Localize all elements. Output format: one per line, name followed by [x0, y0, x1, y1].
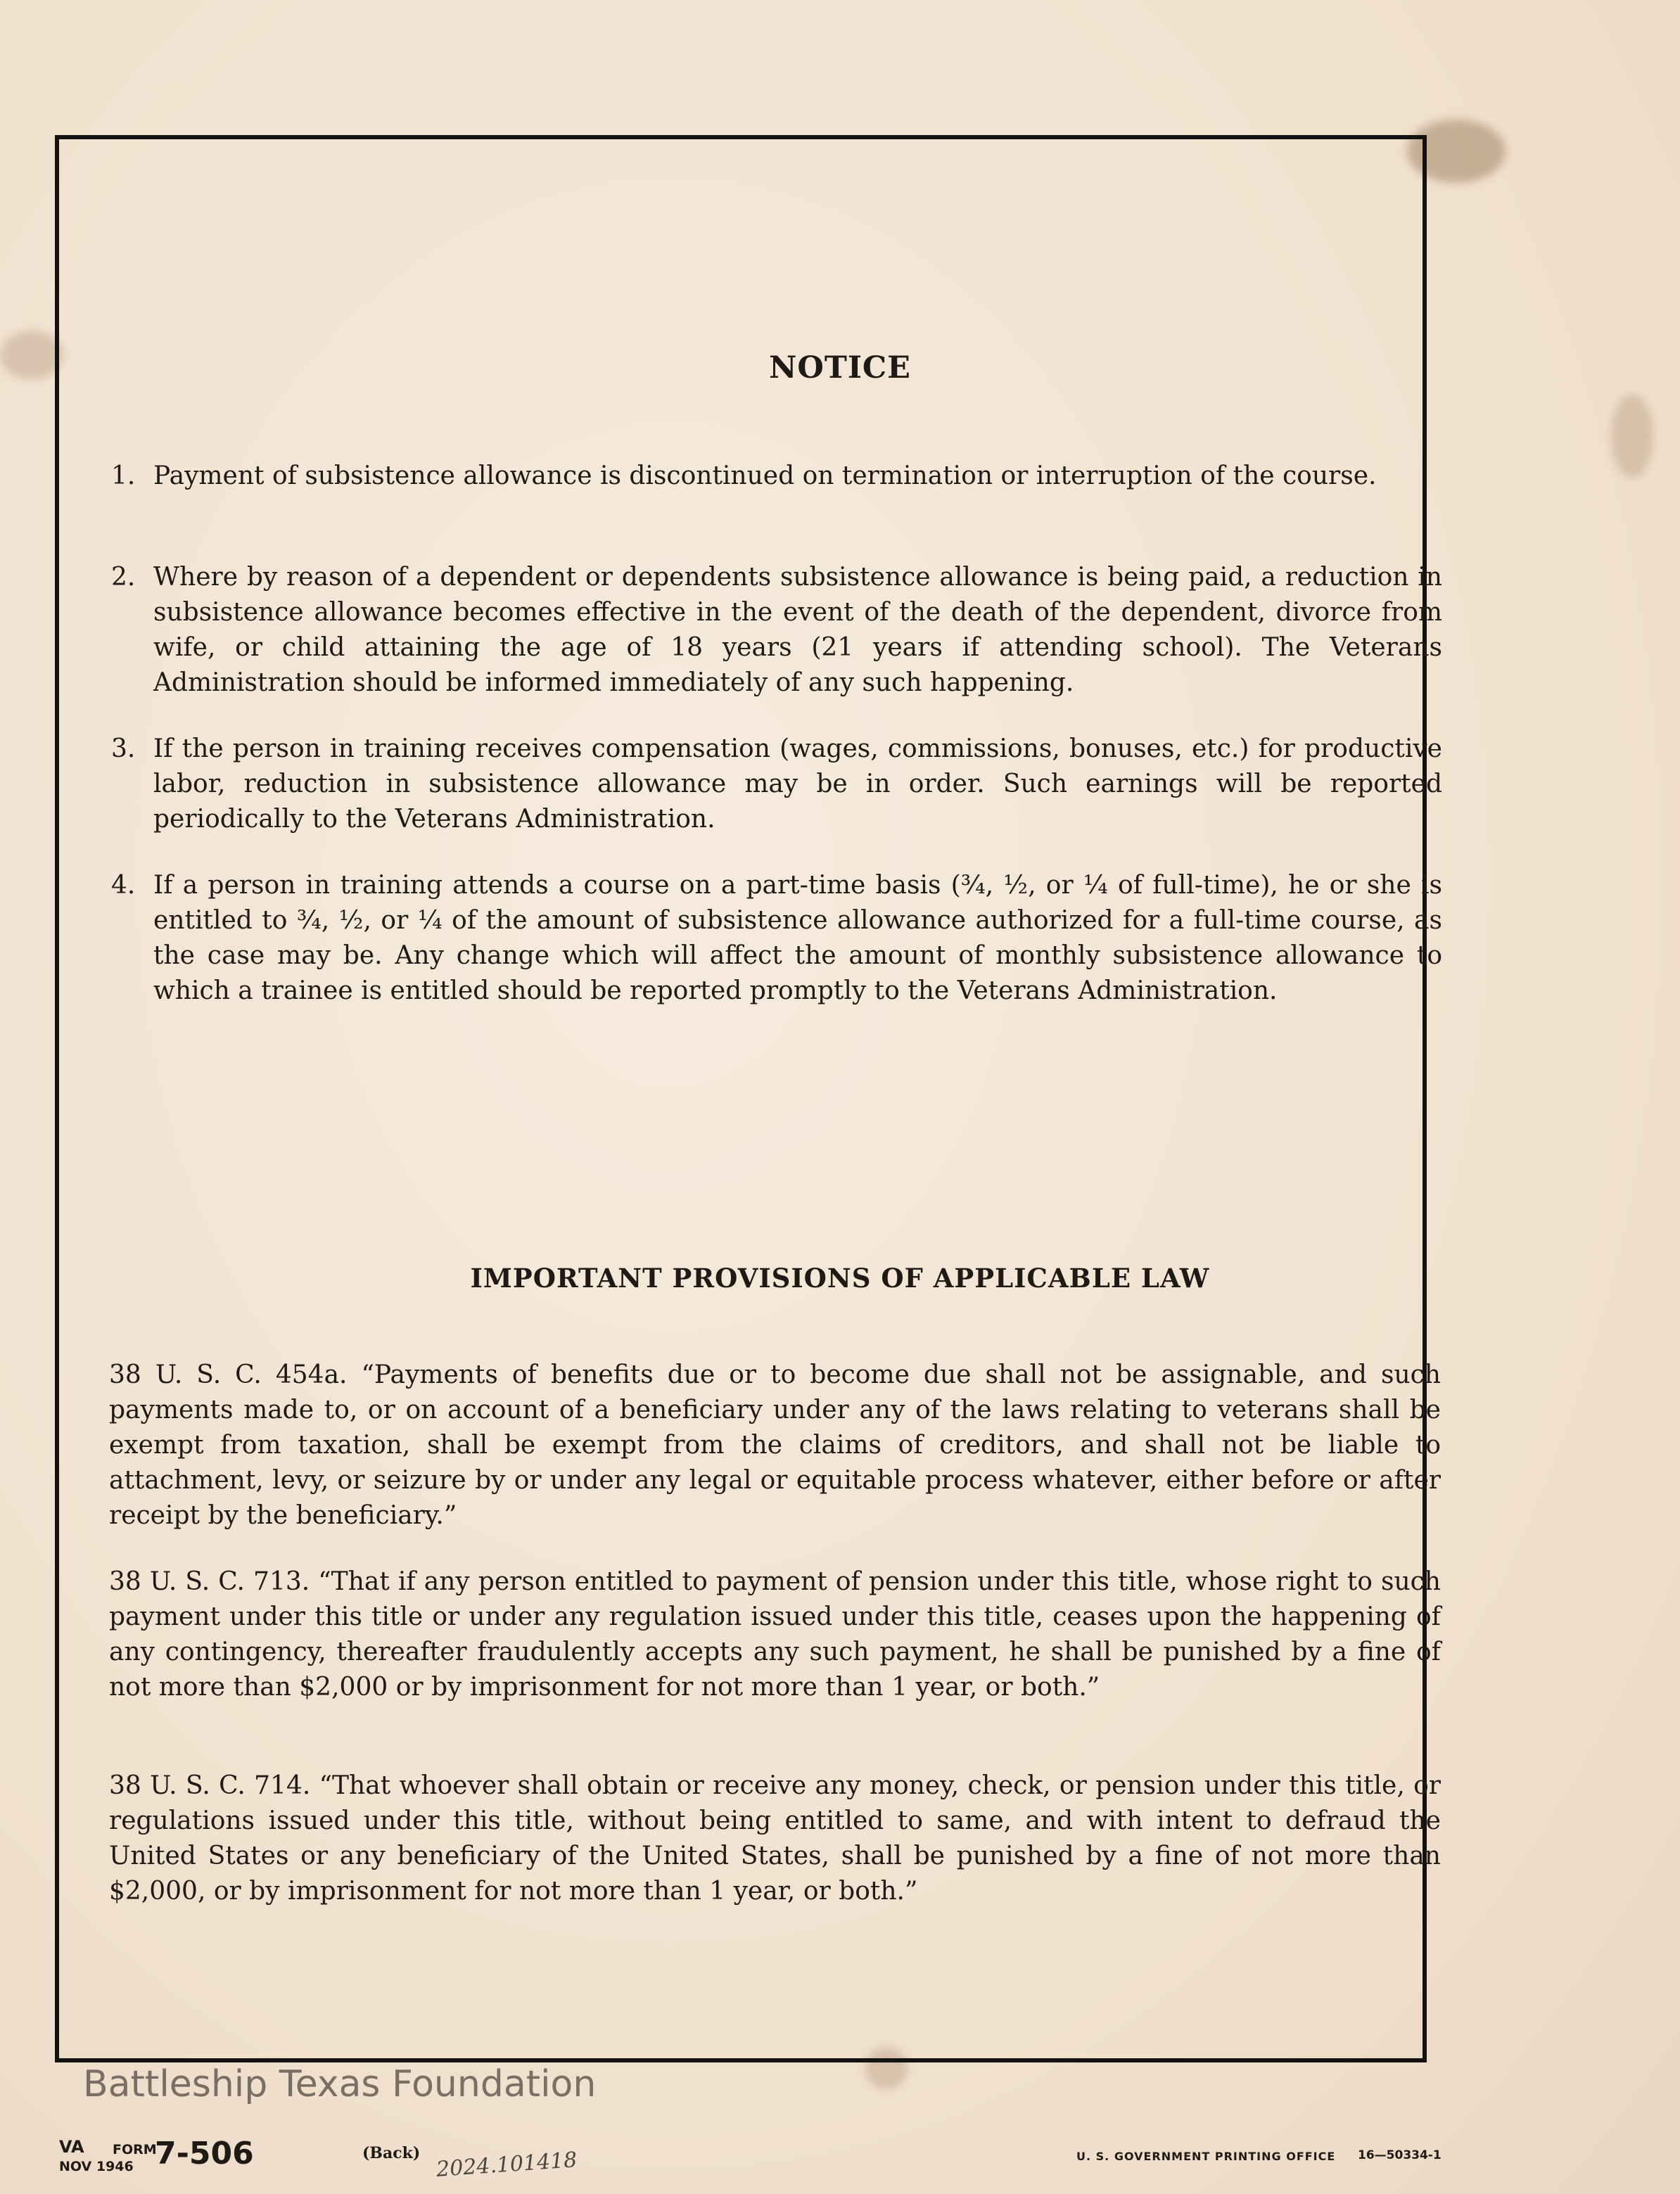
law-713: 38 U. S. C. 713. “That if any person entitled to payment of pension under this title, whose right to such payment under this title or under any regulation issued under this title, ceases upon the happening of any contingency, thereafter fraudulently accepts any such payment, he shall be punished by a fine of not more than $2,000 or by imprisonment for not more than 1 year, or both.”: [109, 1567, 1441, 1702]
item-text: Where by reason of a dependent or dependents subsistence allowance is being paid, a reduction in subsistence allowance becomes effective in the event of the death of the dependent, divorce from wife, or child attaining the age of 18 years (21 years if attending school). The Veterans Administration should be informed immediately of any such happening.: [153, 563, 1442, 697]
side-label: (Back): [362, 2144, 421, 2162]
notice-title: NOTICE: [769, 350, 911, 385]
notice-item-4: [106, 868, 1442, 1009]
notice-item-3: [106, 732, 1442, 837]
item-number: 3.: [111, 734, 136, 763]
law-454a: 38 U. S. C. 454a. “Payments of benefits due or to become due shall not be assignable, and such payments made to, or on account of a beneficiary under any of the laws relating to veterans shall be exempt from taxation, shall be exempt from the claims of creditors, and shall not be liable to attachment, levy, or seizure by or under any legal or equitable process whatever, either before or after receipt by the beneficiary.”: [109, 1360, 1441, 1530]
form-va-label: [59, 2138, 84, 2155]
item-text: If a person in training attends a course on a part-time basis (¾, ½, or ¼ of full-time), he or she is entitled to ¾, ½, or ¼ of the amount of subsistence allowance authorized for a full-time course, as the case may be. Any change which will affect the amount of monthly subsistence allowance to which a trainee is entitled should be reported promptly to the Veterans Administration.: [153, 871, 1442, 1005]
law-714: 38 U. S. C. 714. “That whoever shall obtain or receive any money, check, or pension under this title, or regulations issued under this title, without being entitled to same, and with intent to defraud the United States or any beneficiary of the United States, shall be punished by a fine of not more than $2,000, or by imprisonment for not more than 1 year, or both.”: [109, 1771, 1441, 1906]
form-number: 7-506: [155, 2136, 254, 2171]
printer-name: U. S. GOVERNMENT PRINTING OFFICE: [1076, 2150, 1336, 2163]
notice-item-1: [106, 459, 1442, 494]
va-text: VA: [59, 2137, 84, 2157]
item-text: Payment of subsistence allowance is discontinued on termination or interruption of the course.: [153, 461, 1377, 490]
provisions-title: IMPORTANT PROVISIONS OF APPLICABLE LAW: [470, 1263, 1210, 1294]
item-number: 1.: [111, 461, 136, 490]
item-text: If the person in training receives compensation (wages, commissions, bonuses, etc.) for productive labor, reduction in subsistence allowance may be in order. Such earnings will be reported periodically to the Veterans Administration.: [153, 734, 1442, 834]
item-number: 4.: [111, 871, 136, 900]
notice-item-2: [106, 560, 1442, 701]
print-code: 16—50334-1: [1358, 2148, 1442, 2162]
handwritten-accession-id: 2024.101418: [435, 2148, 578, 2182]
stain-right-edge: [1611, 394, 1653, 478]
foundation-watermark: Battleship Texas Foundation: [83, 2063, 597, 2105]
item-number: 2.: [111, 563, 136, 592]
form-date: NOV 1946: [59, 2159, 134, 2174]
form-label: FORM: [113, 2142, 157, 2157]
